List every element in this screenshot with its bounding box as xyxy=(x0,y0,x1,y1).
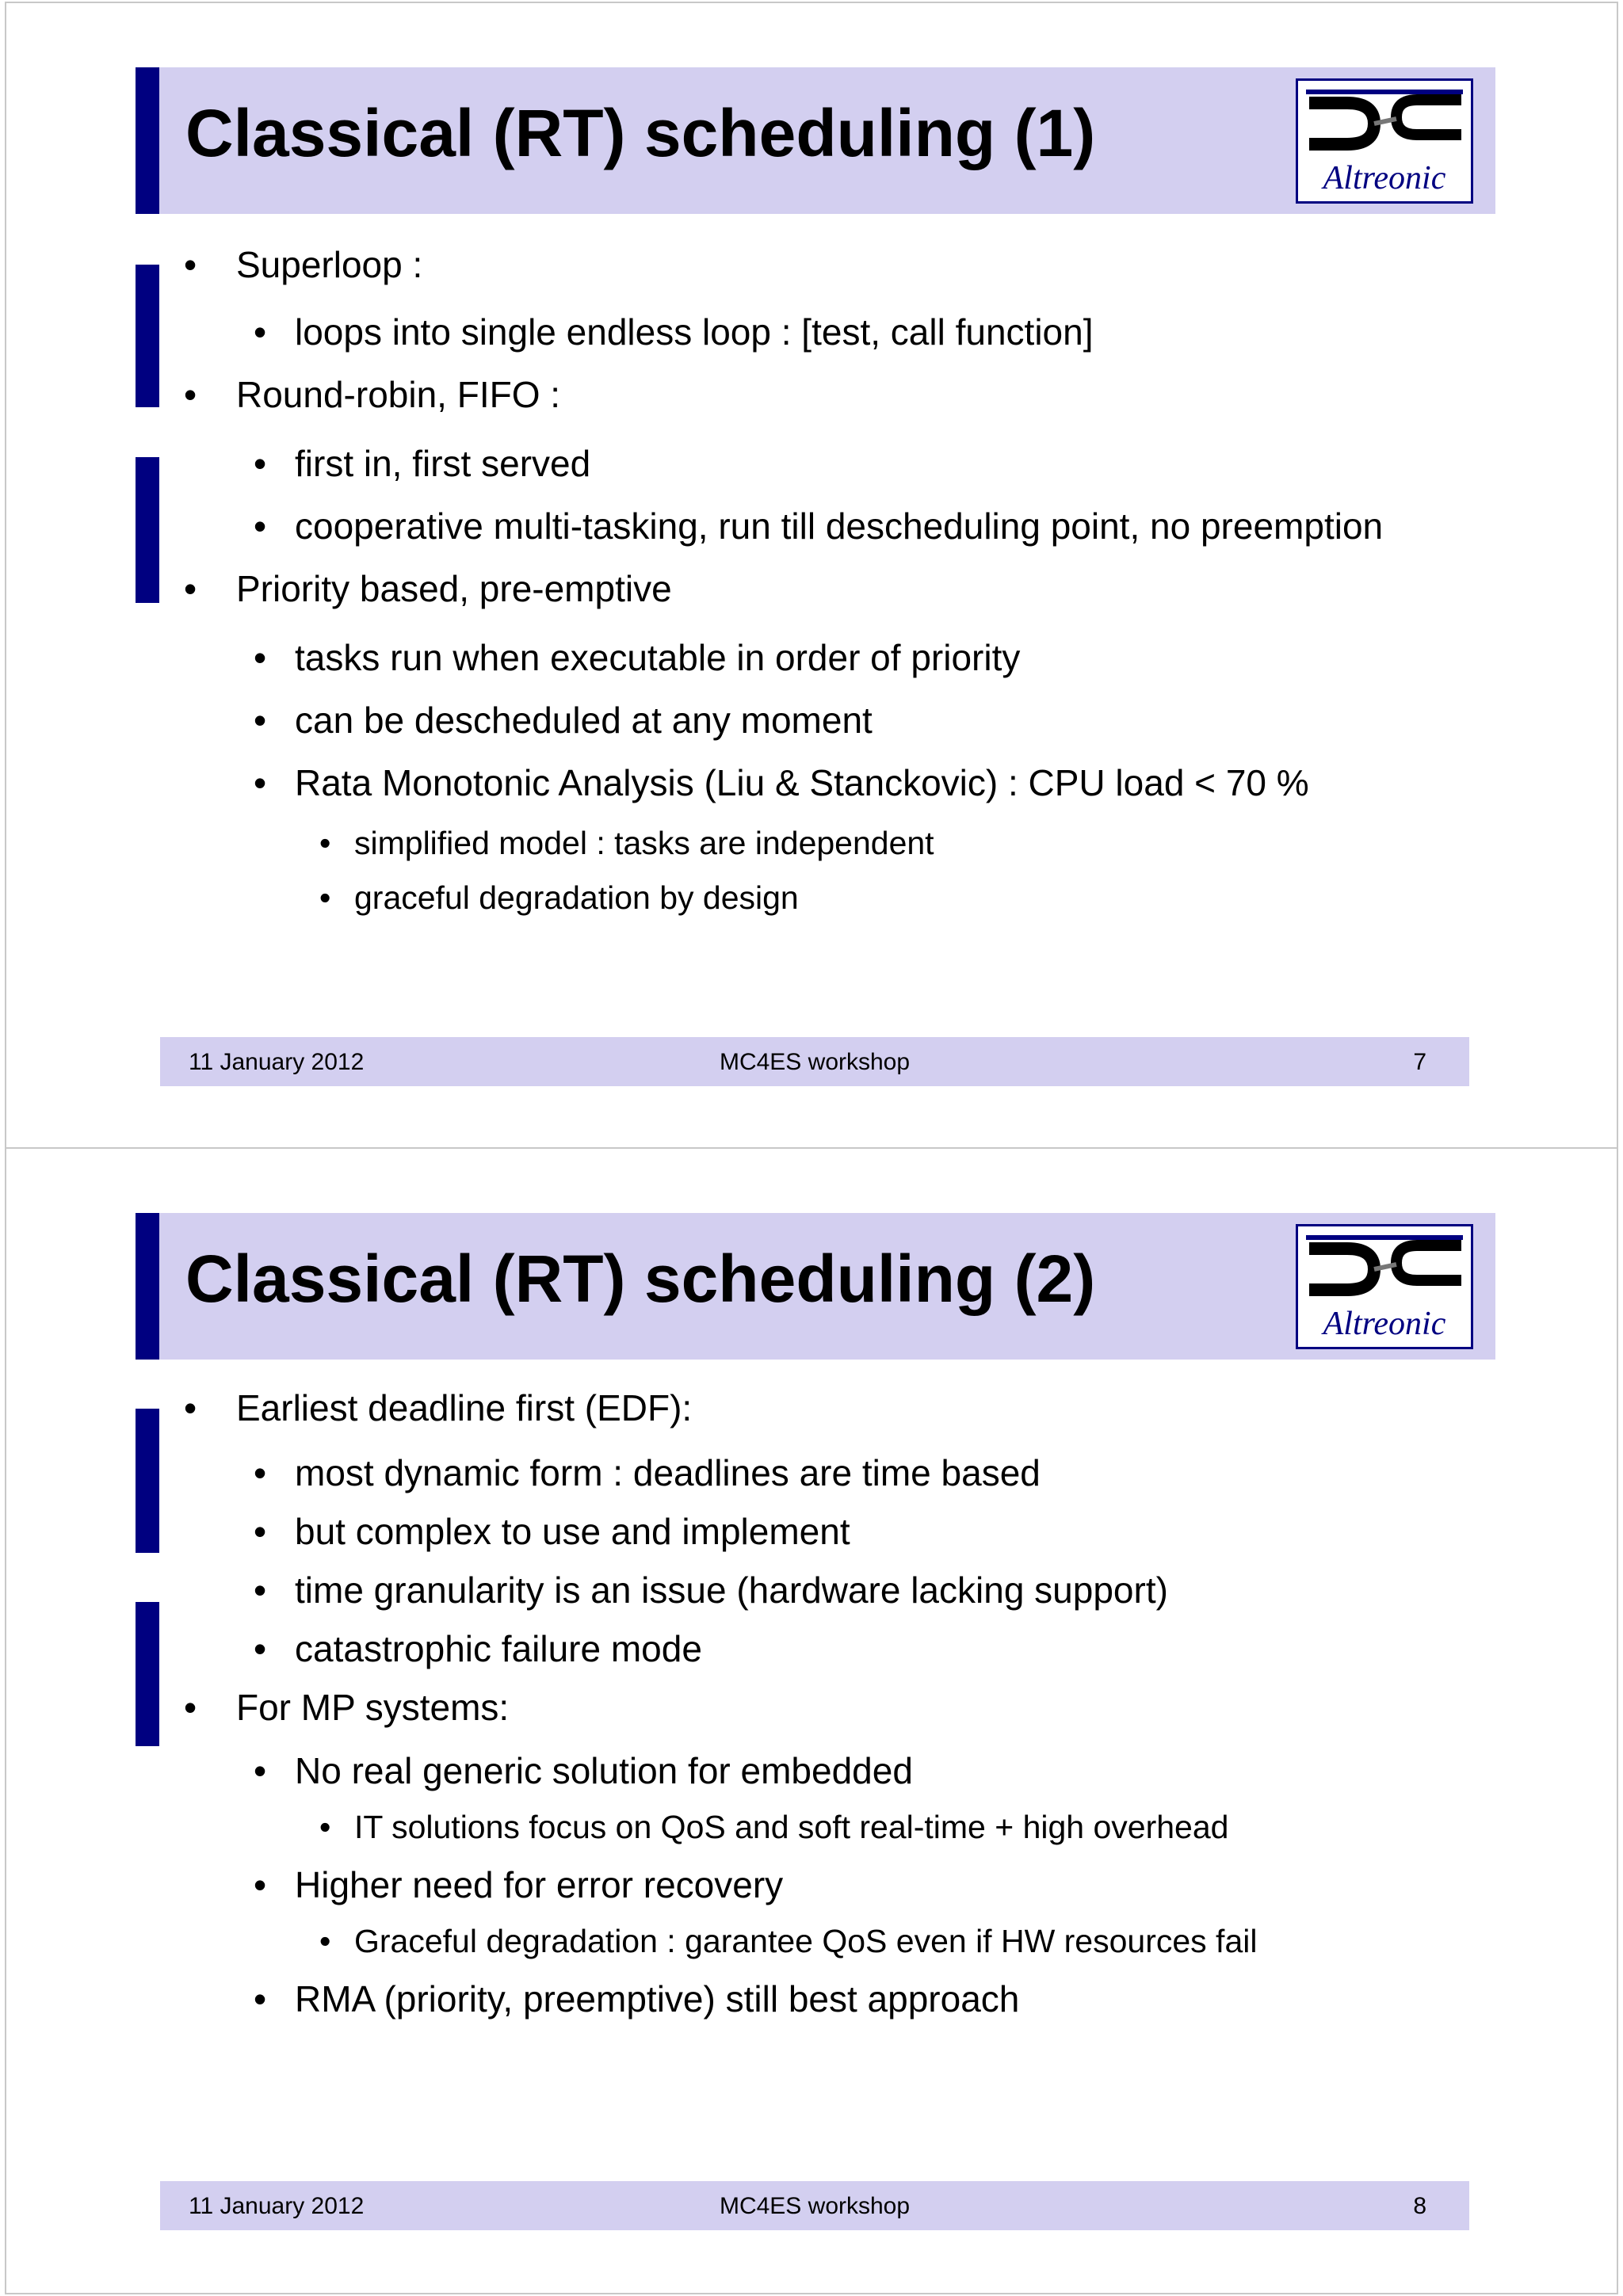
slide-number: 8 xyxy=(1413,2193,1426,2219)
bullet-item: • catastrophic failure mode xyxy=(254,1628,702,1669)
footer-event: MC4ES workshop xyxy=(719,2193,911,2219)
bullet-item: • For MP systems: xyxy=(184,1687,510,1728)
bullet-item: • Round-robin, FIFO : xyxy=(184,374,561,415)
bullet-item: • No real generic solution for embedded xyxy=(254,1750,913,1791)
bullet-item: • Earliest deadline first (EDF): xyxy=(184,1387,693,1428)
bullet-item: • Graceful degradation : garantee QoS even if HW resources fail xyxy=(319,1923,1258,1959)
footer-event: MC4ES workshop xyxy=(719,1049,911,1075)
slide-title: Classical (RT) scheduling (2) xyxy=(185,1241,1096,1316)
bullet-item: • graceful degradation by design xyxy=(319,879,799,916)
bullet-item: • loops into single endless loop : [test, call function] xyxy=(254,311,1094,353)
bullet-item: • tasks run when executable in order of priority xyxy=(254,637,1021,678)
bullet-item: • RMA (priority, preemptive) still best approach xyxy=(254,1978,1020,2019)
bullet-item: • IT solutions focus on QoS and soft real-time + high overhead xyxy=(319,1809,1229,1845)
bullet-item: • Priority based, pre-emptive xyxy=(184,568,672,609)
bullet-item: • Rata Monotonic Analysis (Liu & Stanckovic) : CPU load < 70 % xyxy=(254,762,1309,803)
bullet-list xyxy=(6,1149,1617,2293)
bullet-list xyxy=(6,3,1617,1147)
bullet-item: • can be descheduled at any moment xyxy=(254,700,873,741)
bullet-item: • most dynamic form : deadlines are time based xyxy=(254,1452,1041,1493)
logo-text: Altreonic xyxy=(1323,160,1446,196)
slide-title: Classical (RT) scheduling (1) xyxy=(185,96,1096,170)
slide-8 xyxy=(5,1147,1618,2294)
bullet-item: • Superloop : xyxy=(184,244,423,285)
slide-footer xyxy=(160,1037,1469,1086)
bullet-item: • first in, first served xyxy=(254,443,591,484)
footer-date: 11 January 2012 xyxy=(189,1049,365,1075)
logo-text: Altreonic xyxy=(1323,1306,1446,1342)
bullet-item: • time granularity is an issue (hardware lacking support) xyxy=(254,1569,1168,1611)
slide-7 xyxy=(5,2,1618,1149)
slide-number: 7 xyxy=(1413,1049,1426,1075)
bullet-item: • but complex to use and implement xyxy=(254,1511,850,1552)
bullet-item: • Higher need for error recovery xyxy=(254,1864,784,1905)
footer-date: 11 January 2012 xyxy=(189,2193,365,2219)
bullet-item: • cooperative multi-tasking, run till descheduling point, no preemption xyxy=(254,505,1384,547)
slide-footer xyxy=(160,2181,1469,2230)
bullet-item: • simplified model : tasks are independent xyxy=(319,825,934,861)
